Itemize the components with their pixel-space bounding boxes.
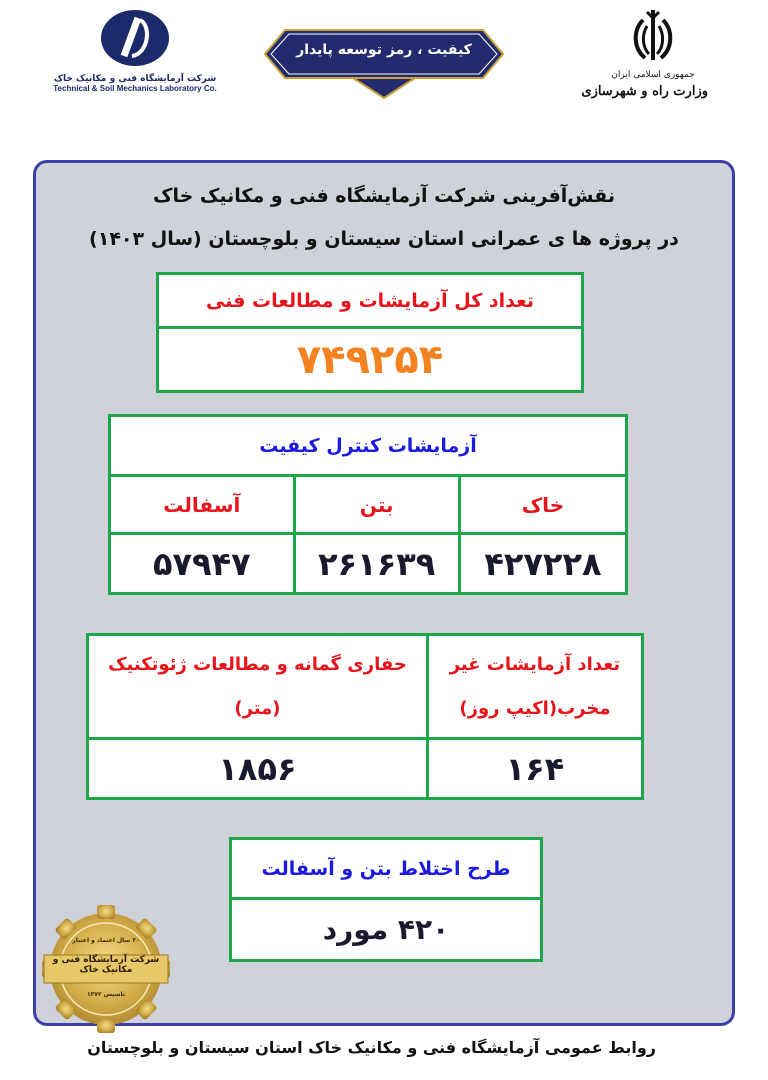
quality-control-table xyxy=(108,414,628,595)
drilling-label-line2: (متر) xyxy=(234,697,281,719)
quality-control-title: آزمایشات کنترل کیفیت xyxy=(110,416,627,476)
ribbon-shape xyxy=(263,24,505,102)
badge-founded-text: تاسیس ۱۳۷۲ xyxy=(86,991,126,998)
company-name-en: Technical & Soil Mechanics Laboratory Co. xyxy=(53,84,217,93)
iran-emblem-icon xyxy=(625,6,681,64)
nondestructive-value: ۱۶۴ xyxy=(427,739,642,799)
nondestructive-label-line1: تعداد آزمایشات غیر xyxy=(449,653,621,675)
badge-company-name: شرکت آزمایشگاه فنی و مکانیک خاک xyxy=(52,955,160,975)
mix-design-value: ۴۲۰ مورد xyxy=(231,899,542,961)
concrete-label: بتن xyxy=(294,476,459,534)
ministry-text: وزارت راه و شهرسازی xyxy=(581,84,708,99)
drilling-label-line1: حفاری گمانه و مطالعات ژئوتکنیک xyxy=(108,653,407,675)
headline-line2: در پروژه ها ی عمرانی استان سیستان و بلوچستان (سال ۱۴۰۳) xyxy=(89,228,679,250)
slogan-text: کیفیت ، رمز توسعه پایدار xyxy=(296,42,472,58)
badge-top-text: ۳۰ سال اعتماد و اعتبار xyxy=(72,937,140,944)
headline-line1: نقش‌آفرینی شرکت آزمایشگاه فنی و مکانیک خاک xyxy=(153,185,615,207)
footer-credit: روابط عمومی آزمایشگاه فنی و مکانیک خاک استان سیستان و بلوچستان xyxy=(87,1038,656,1057)
soil-value: ۴۲۷۲۲۸ xyxy=(459,534,626,594)
mix-design-label: طرح اختلاط بتن و آسفالت xyxy=(231,839,542,899)
total-tests-value: ۷۴۹۲۵۴ xyxy=(158,328,583,392)
slogan-ribbon xyxy=(263,24,505,102)
total-tests-label: تعداد کل آزمایشات و مطالعات فنی xyxy=(158,274,583,328)
field-tests-table xyxy=(86,633,644,800)
company-name-fa: شرکت آزمایشگاه فنی و مکانیک خاک xyxy=(53,74,217,84)
nondestructive-label-line2: مخرب(اکیپ روز) xyxy=(459,697,611,719)
total-tests-table xyxy=(156,272,584,393)
soil-label: خاک xyxy=(459,476,626,534)
drilling-value: ۱۸۵۶ xyxy=(88,739,428,799)
government-logo xyxy=(581,6,708,116)
republic-text: جمهوری اسلامی ایران xyxy=(611,70,695,80)
asphalt-label: آسفالت xyxy=(110,476,295,534)
concrete-value: ۲۶۱۶۳۹ xyxy=(294,534,459,594)
mix-design-table xyxy=(229,837,543,962)
anniversary-badge xyxy=(20,905,192,1033)
company-logo xyxy=(40,8,230,108)
asphalt-value: ۵۷۹۴۷ xyxy=(110,534,295,594)
company-logo-icon xyxy=(94,8,176,68)
nondestructive-label xyxy=(427,635,642,739)
drilling-label xyxy=(88,635,428,739)
